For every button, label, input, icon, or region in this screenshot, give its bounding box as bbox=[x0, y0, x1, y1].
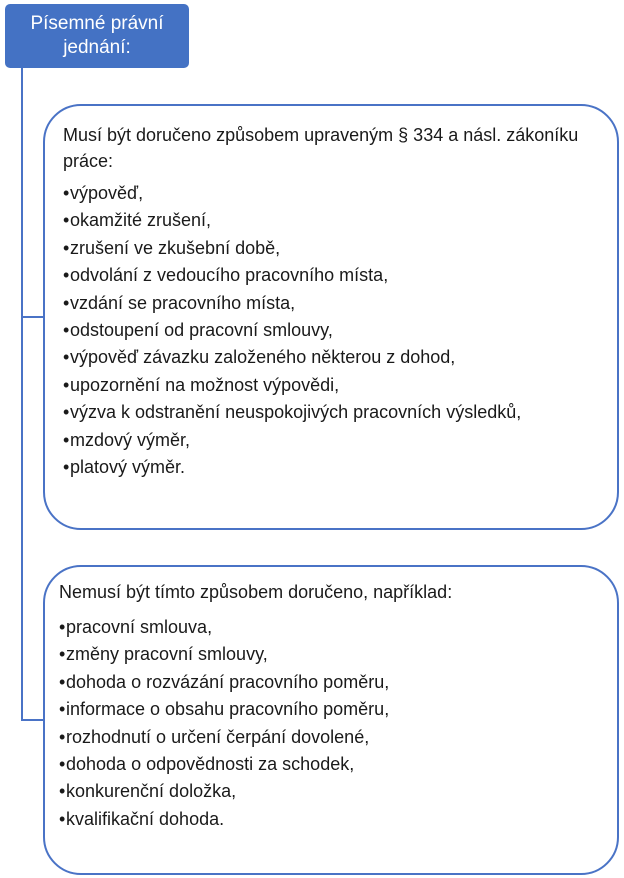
list-item: •výzva k odstranění neuspokojivých pracovních výsledků, bbox=[63, 402, 522, 423]
list-item: •platový výměr. bbox=[63, 457, 186, 478]
list-item: •okamžité zrušení, bbox=[63, 210, 212, 231]
list-item: •mzdový výměr, bbox=[63, 429, 191, 450]
list-item: •odvolání z vedoucího pracovního místa, bbox=[63, 265, 389, 286]
list-item: •dohoda o rozvázání pracovního poměru, bbox=[59, 671, 390, 692]
list-item: •odstoupení od pracovní smlouvy, bbox=[63, 320, 333, 341]
root-node-label: Písemné právní jednání: bbox=[30, 13, 164, 58]
card-heading: Musí být doručeno způsobem upraveným § 334 a násl. zákoníku práce: bbox=[63, 125, 579, 171]
list-item: •rozhodnutí o určení čerpání dovolené, bbox=[59, 726, 370, 747]
root-node bbox=[5, 4, 189, 68]
list-item: •informace o obsahu pracovního poměru, bbox=[59, 699, 390, 720]
list-item: •výpověď, bbox=[63, 183, 144, 203]
list-item: •změny pracovní smlouvy, bbox=[59, 644, 268, 665]
card-heading: Nemusí být tímto způsobem doručeno, například: bbox=[59, 582, 453, 602]
list-item: •pracovní smlouva, bbox=[59, 617, 213, 637]
card-must-deliver bbox=[43, 104, 619, 530]
item-list bbox=[63, 180, 607, 481]
card-need-not-deliver bbox=[43, 565, 619, 875]
list-item: •zrušení ve zkušební době, bbox=[63, 237, 281, 258]
list-item: •kvalifikační dohoda. bbox=[59, 808, 225, 829]
list-item: •výpověď závazku založeného některou z dohod, bbox=[63, 347, 456, 368]
item-list bbox=[59, 614, 607, 833]
list-item: •vzdání se pracovního místa, bbox=[63, 292, 296, 313]
list-item: •dohoda o odpovědnosti za schodek, bbox=[59, 754, 355, 775]
list-item: •upozornění na možnost výpovědi, bbox=[63, 374, 340, 395]
list-item: •konkurenční doložka, bbox=[59, 781, 237, 802]
